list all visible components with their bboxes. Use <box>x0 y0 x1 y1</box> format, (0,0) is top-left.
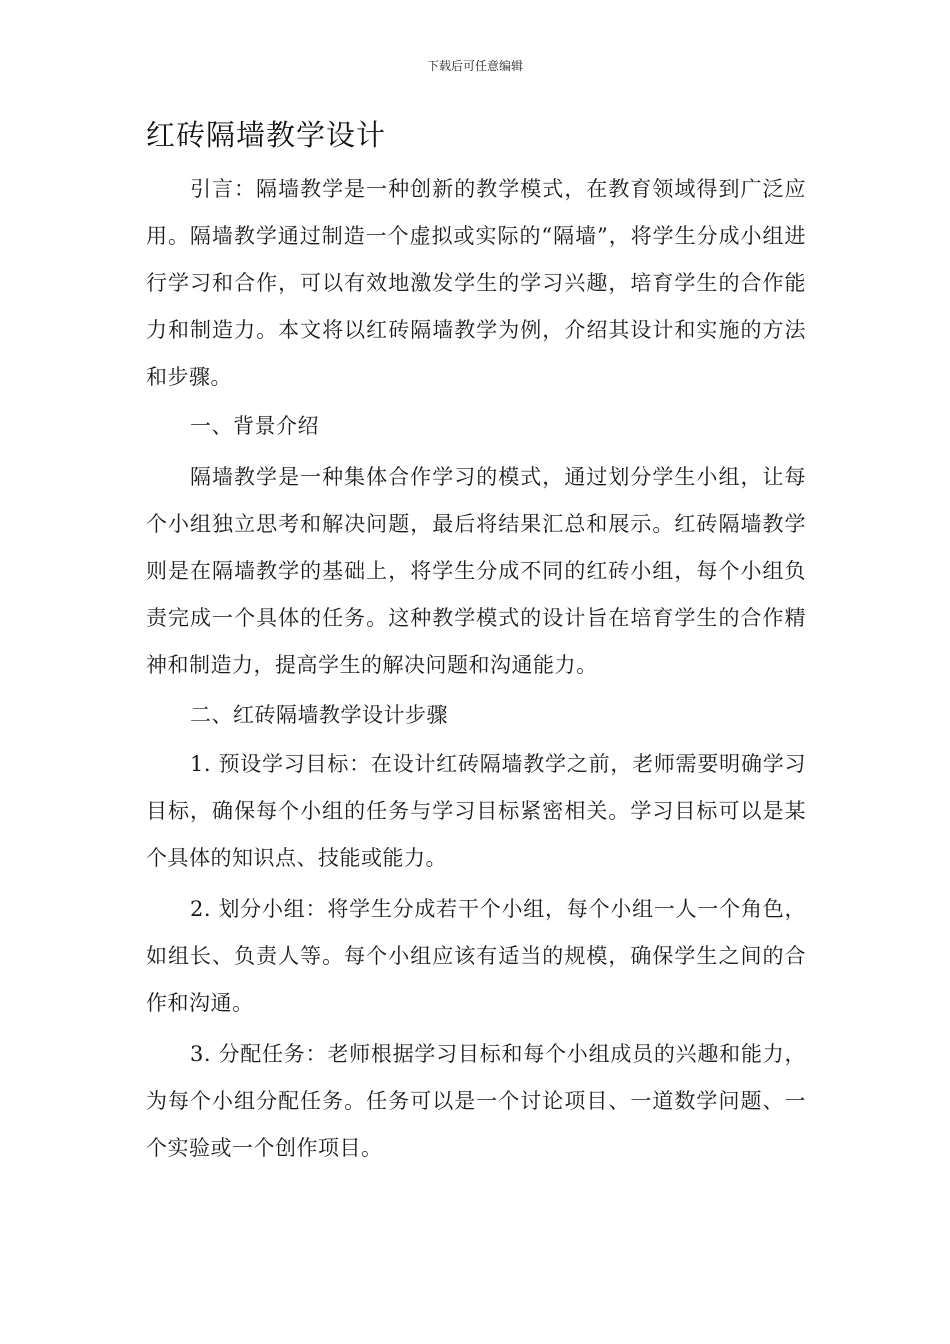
heading-background: 一、背景介绍 <box>190 414 319 438</box>
paragraph-step-2: 2. 划分小组：将学生分成若干个小组，每个小组一人一个角色，如组长、负责人等。每个小组应该有适当的规模，确保学生之间的合作和沟通。 <box>146 897 806 1015</box>
paragraph-background: 隔墙教学是一种集体合作学习的模式，通过划分学生小组，让每个小组独立思考和解决问题，最后将结果汇总和展示。红砖隔墙教学则是在隔墙教学的基础上，将学生分成不同的红砖小组，每个小组负责完成一个具体的任务。这种教学模式的设计旨在培育学生的合作精神和制造力，提高学生的解决问题和沟通能力。 <box>146 465 806 677</box>
header-note: 下载后可任意编辑 <box>426 59 523 73</box>
heading-design-steps: 二、红砖隔墙教学设计步骤 <box>190 703 448 727</box>
paragraph-step-3: 3. 分配任务：老师根据学习目标和每个小组成员的兴趣和能力，为每个小组分配任务。任务可以是一个讨论项目、一道数学问题、一个实验或一个创作项目。 <box>146 1042 806 1160</box>
paragraph-introduction: 引言：隔墙教学是一种创新的教学模式，在教育领域得到广泛应用。隔墙教学通过制造一个虚拟或实际的“隔墙”，将学生分成小组进行学习和合作，可以有效地激发学生的学习兴趣，培育学生的合作能力和制造力。本文将以红砖隔墙教学为例，介绍其设计和实施的方法和步骤。 <box>146 177 806 389</box>
document-body <box>146 166 806 1172</box>
document-title: 红砖隔墙教学设计 <box>146 118 387 152</box>
paragraph-step-1: 1. 预设学习目标：在设计红砖隔墙教学之前，老师需要明确学习目标，确保每个小组的任务与学习目标紧密相关。学习目标可以是某个具体的知识点、技能或能力。 <box>146 752 806 870</box>
